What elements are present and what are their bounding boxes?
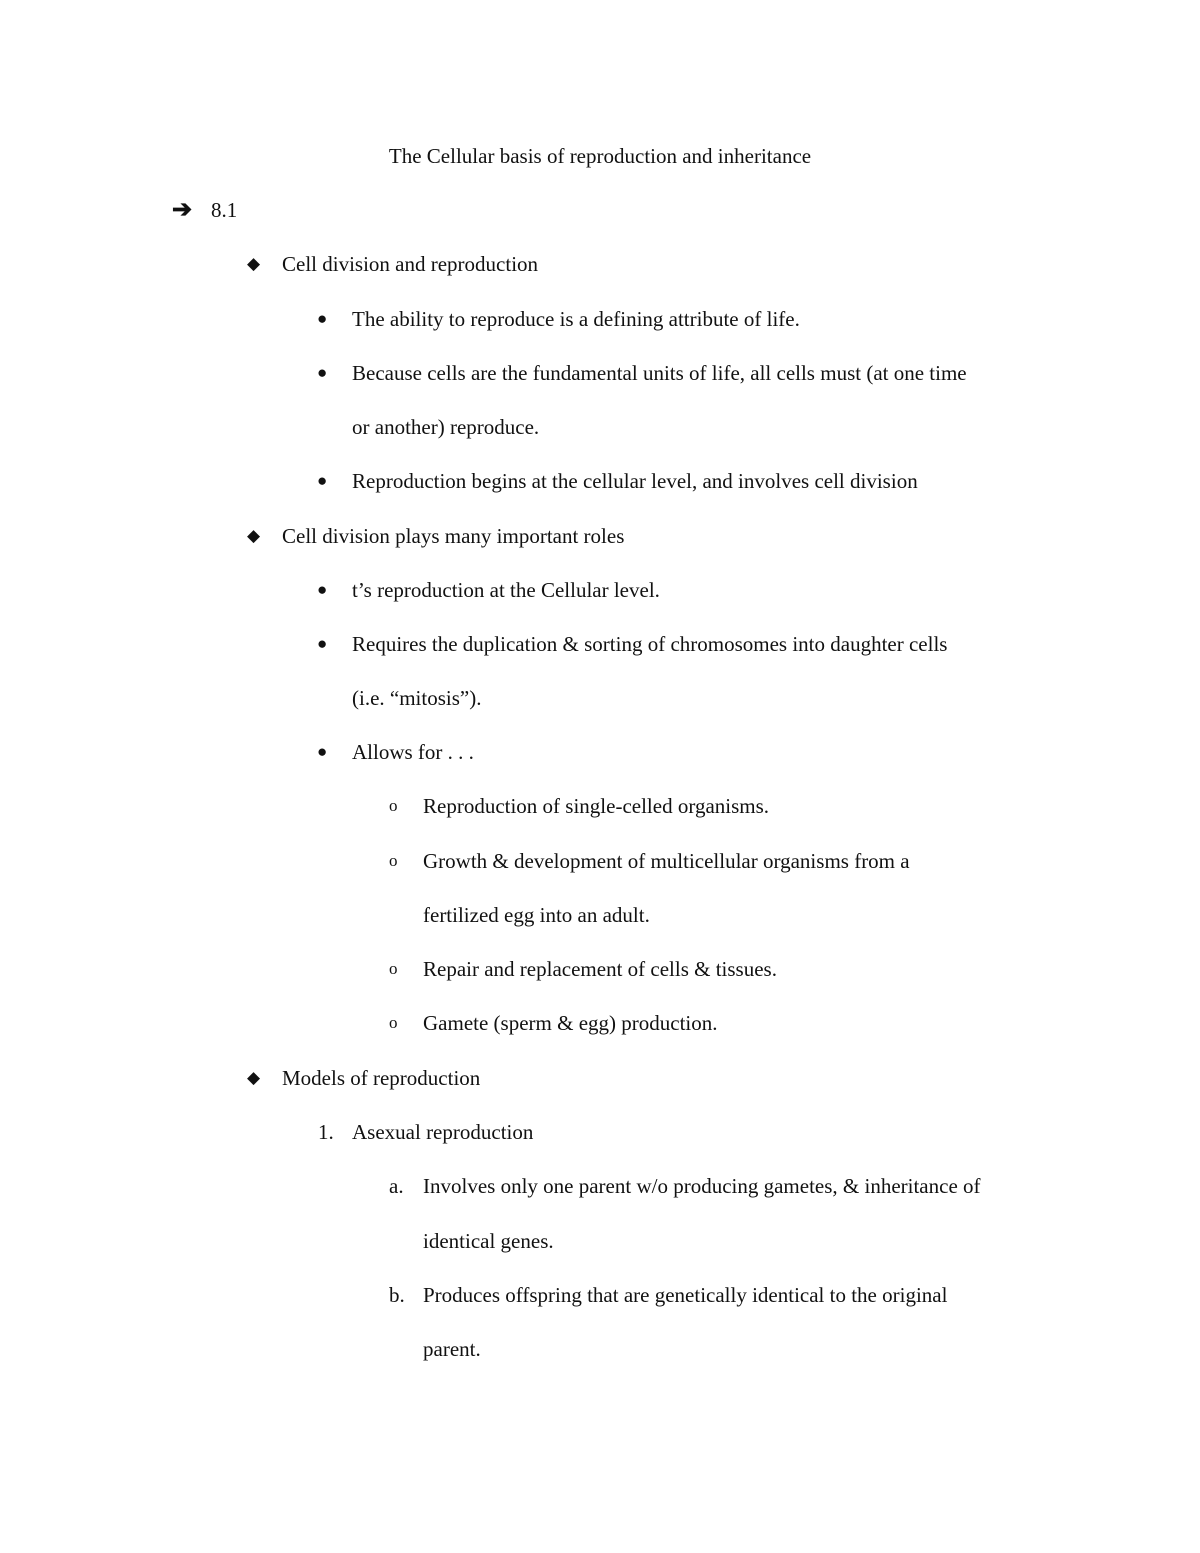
- circle-bullet-icon: o: [389, 851, 398, 870]
- list-item: The ability to reproduce is a defining attribute of life.: [352, 307, 800, 331]
- topic-heading: Cell division plays many important roles: [282, 524, 625, 548]
- sub-list-item: Repair and replacement of cells & tissues.: [423, 957, 777, 981]
- dot-bullet-icon: ●: [317, 580, 328, 599]
- lettered-marker: a.: [389, 1174, 404, 1198]
- lettered-item: Involves only one parent w/o producing gametes, & inheritance of: [423, 1174, 981, 1198]
- arrow-icon: ➔: [172, 197, 193, 223]
- lettered-item-continuation: identical genes.: [423, 1229, 554, 1253]
- numbered-marker: 1.: [318, 1120, 334, 1144]
- list-item: Requires the duplication & sorting of chromosomes into daughter cells: [352, 632, 948, 656]
- list-item-continuation: (i.e. “mitosis”).: [352, 686, 482, 710]
- list-item-continuation: or another) reproduce.: [352, 415, 540, 439]
- circle-bullet-icon: o: [389, 1013, 398, 1032]
- section-label: 8.1: [211, 198, 238, 222]
- diamond-bullet-icon: ◆: [247, 1068, 261, 1087]
- topic-heading: Cell division and reproduction: [282, 252, 539, 276]
- lettered-marker: b.: [389, 1283, 405, 1307]
- numbered-item: Asexual reproduction: [352, 1120, 534, 1144]
- diamond-bullet-icon: ◆: [247, 526, 261, 545]
- sub-list-item: Growth & development of multicellular organisms from a: [423, 849, 910, 873]
- circle-bullet-icon: o: [389, 959, 398, 978]
- list-item: Reproduction begins at the cellular level, and involves cell division: [352, 469, 918, 493]
- lettered-item: Produces offspring that are genetically identical to the original: [423, 1283, 948, 1307]
- document-title: The Cellular basis of reproduction and inheritance: [388, 144, 812, 168]
- list-item: Because cells are the fundamental units of life, all cells must (at one time: [352, 361, 967, 385]
- list-item: t’s reproduction at the Cellular level.: [352, 578, 660, 602]
- dot-bullet-icon: ●: [317, 363, 328, 382]
- diamond-bullet-icon: ◆: [247, 254, 261, 273]
- sub-list-item-continuation: fertilized egg into an adult.: [423, 903, 650, 927]
- topic-heading: Models of reproduction: [282, 1066, 481, 1090]
- sub-list-item: Reproduction of single-celled organisms.: [423, 794, 770, 818]
- circle-bullet-icon: o: [389, 796, 398, 815]
- dot-bullet-icon: ●: [317, 309, 328, 328]
- dot-bullet-icon: ●: [317, 634, 328, 653]
- dot-bullet-icon: ●: [317, 742, 328, 761]
- list-item: Allows for . . .: [352, 740, 474, 764]
- dot-bullet-icon: ●: [317, 471, 328, 490]
- sub-list-item: Gamete (sperm & egg) production.: [423, 1011, 718, 1035]
- lettered-item-continuation: parent.: [423, 1337, 481, 1361]
